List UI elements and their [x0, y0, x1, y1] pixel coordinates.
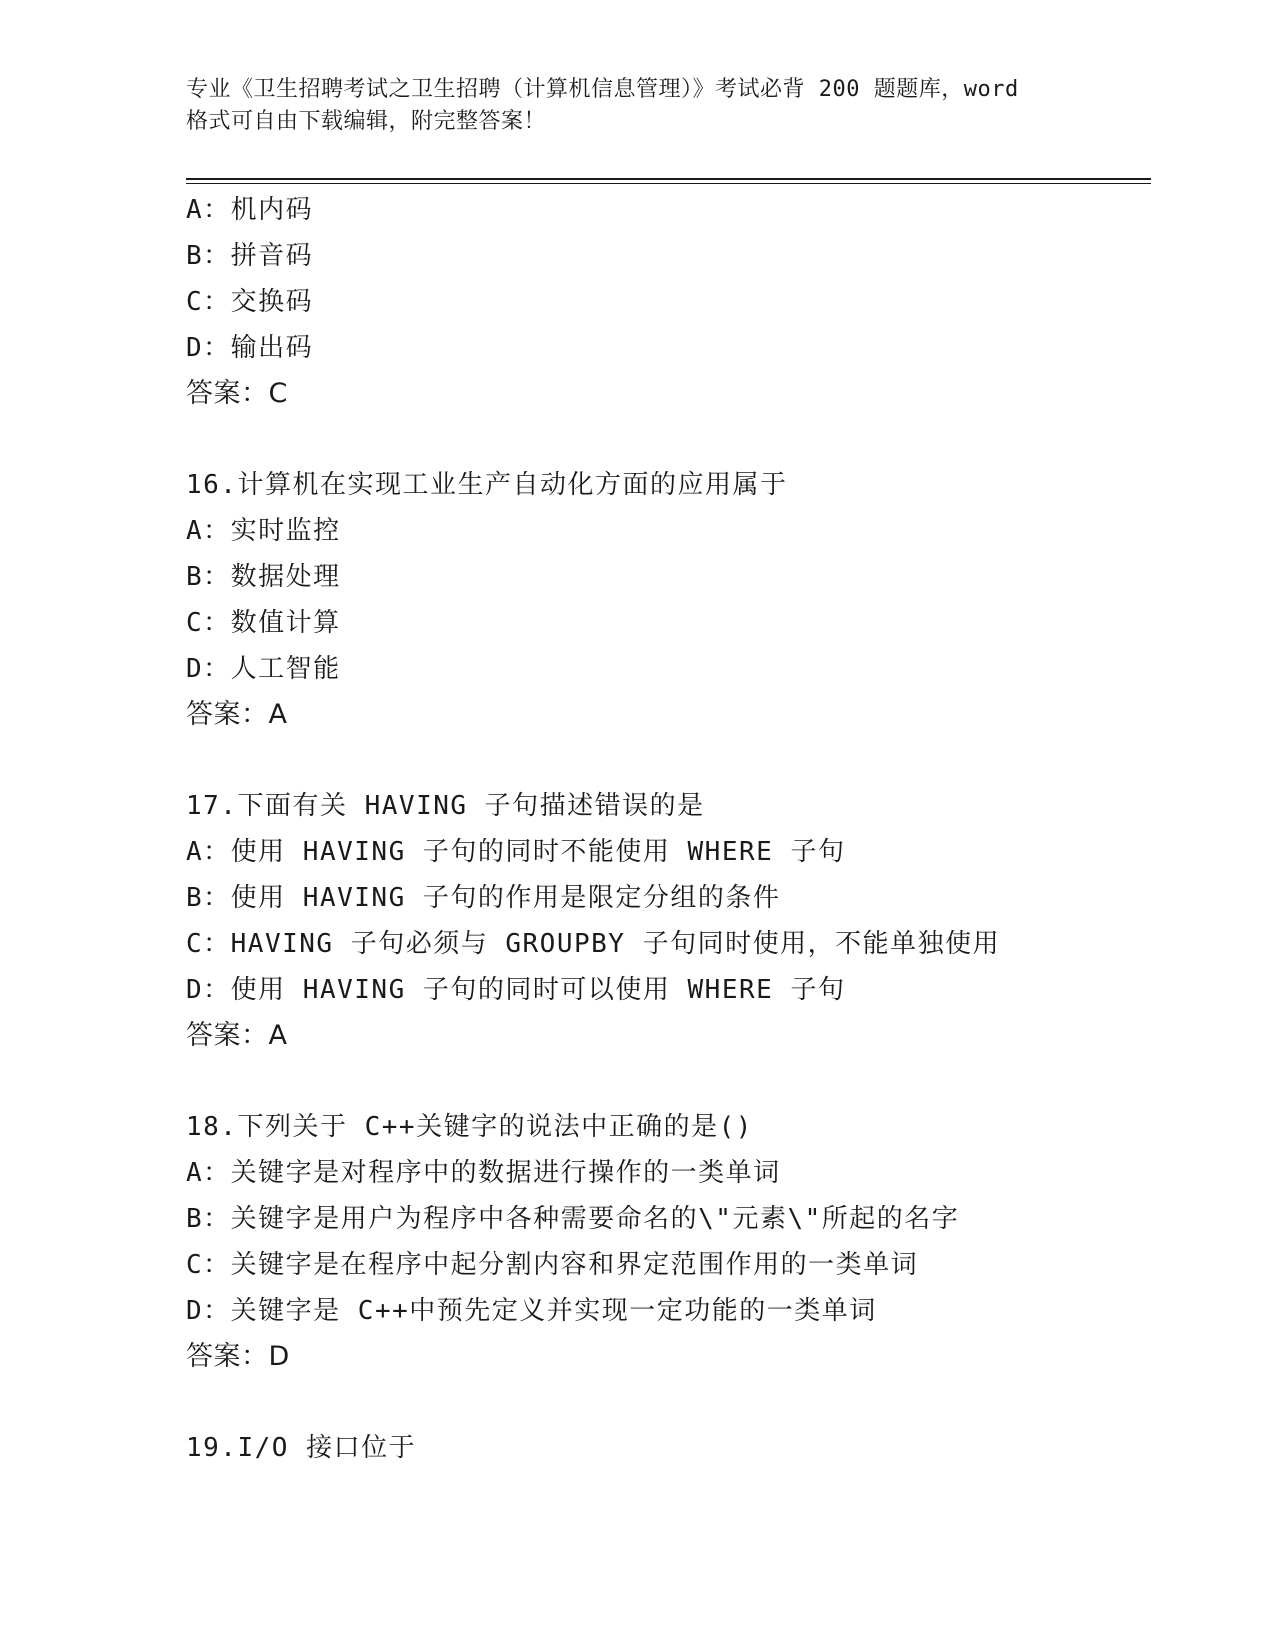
option-c: C：HAVING 子句必须与 GROUPBY 子句同时使用，不能单独使用 [186, 929, 1001, 959]
question-list [186, 187, 1146, 1471]
option-a: A：实时监控 [186, 516, 341, 546]
spacer [186, 738, 1146, 783]
option-b: B：拼音码 [186, 241, 314, 271]
option-a: A：关键字是对程序中的数据进行操作的一类单词 [186, 1158, 781, 1188]
option-c: C：交换码 [186, 287, 314, 317]
question-text: 16.计算机在实现工业生产自动化方面的应用属于 [186, 470, 788, 500]
option-b: B：数据处理 [186, 562, 341, 592]
header-line-2: 格式可自由下载编辑，附完整答案！ [186, 109, 547, 134]
spacer [186, 417, 1146, 462]
answer-line: 答案：A [186, 1020, 288, 1051]
question-text: 17.下面有关 HAVING 子句描述错误的是 [186, 791, 705, 821]
question-block-15 [186, 187, 1146, 417]
option-a: A：机内码 [186, 195, 314, 225]
option-a: A：使用 HAVING 子句的同时不能使用 WHERE 子句 [186, 837, 846, 867]
question-block-18 [186, 1104, 1146, 1380]
question-text: 19.I/O 接口位于 [186, 1433, 417, 1463]
answer-line: 答案：D [186, 1341, 290, 1372]
option-d: D：人工智能 [186, 654, 341, 684]
option-b: B：使用 HAVING 子句的作用是限定分组的条件 [186, 883, 781, 913]
header-rule-thin [186, 183, 1151, 184]
question-block-16 [186, 462, 1146, 738]
question-block-19 [186, 1425, 1146, 1471]
question-block-17 [186, 783, 1146, 1059]
question-text: 18.下列关于 C++关键字的说法中正确的是() [186, 1112, 753, 1142]
option-c: C：关键字是在程序中起分割内容和界定范围作用的一类单词 [186, 1250, 919, 1280]
option-d: D：输出码 [186, 333, 314, 363]
header-line-1: 专业《卫生招聘考试之卫生招聘（计算机信息管理）》考试必背 200 题题库，word [186, 77, 1019, 102]
header-rule-thick [186, 178, 1151, 180]
option-c: C：数值计算 [186, 608, 341, 638]
document-header [186, 74, 1086, 138]
answer-line: 答案：A [186, 699, 288, 730]
option-d: D：关键字是 C++中预先定义并实现一定功能的一类单词 [186, 1296, 877, 1326]
option-b: B：关键字是用户为程序中各种需要命名的\"元素\"所起的名字 [186, 1204, 960, 1234]
answer-line: 答案：C [186, 378, 288, 409]
spacer [186, 1380, 1146, 1425]
spacer [186, 1059, 1146, 1104]
option-d: D：使用 HAVING 子句的同时可以使用 WHERE 子句 [186, 975, 846, 1005]
